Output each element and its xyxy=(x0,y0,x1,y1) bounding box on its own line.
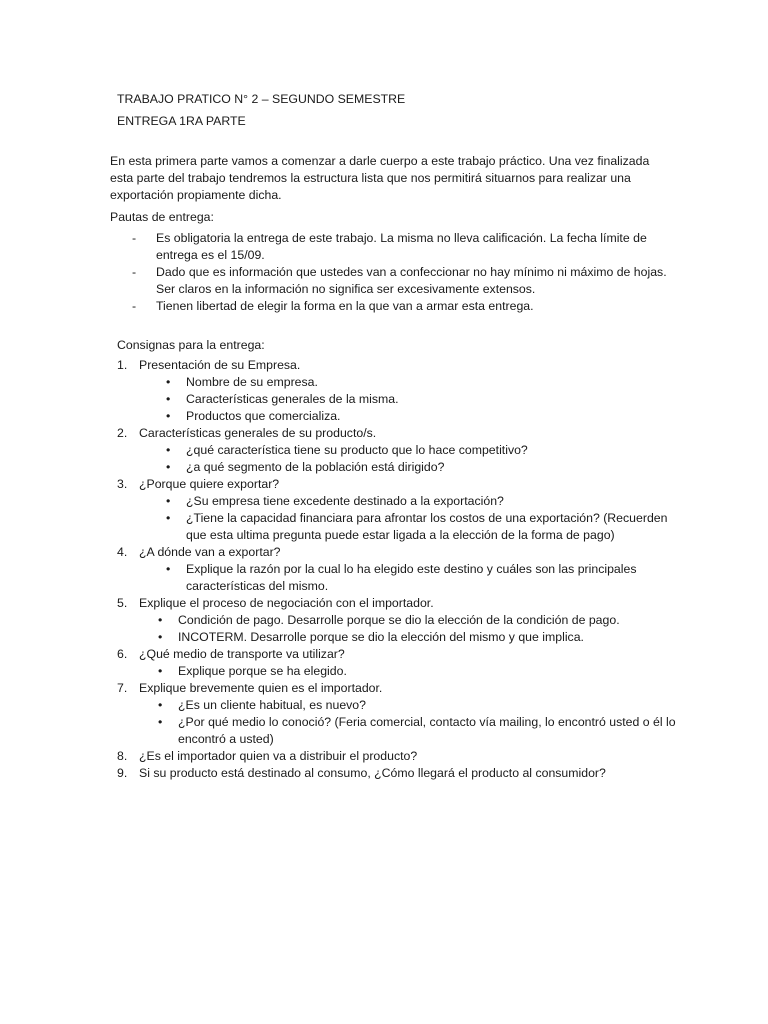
pauta-text: Tienen libertad de elegir la forma en la que van a armar esta entrega. xyxy=(156,299,534,313)
bullet-icon: • xyxy=(158,698,163,712)
sub-item xyxy=(117,374,677,391)
pauta-text: Es obligatoria la entrega de este trabajo. La misma no lleva calificación. La fecha límite de entrega es el 15/09. xyxy=(156,231,647,262)
item-number: 6. xyxy=(117,647,128,661)
item-text: Explique el proceso de negociación con el importador. xyxy=(139,596,434,610)
bullet-icon: • xyxy=(166,562,171,576)
consigna-item xyxy=(117,680,677,697)
pauta-item xyxy=(110,264,670,298)
item-number: 3. xyxy=(117,477,128,491)
pauta-item xyxy=(110,298,670,315)
document-title: TRABAJO PRATICO N° 2 – SEGUNDO SEMESTRE xyxy=(117,92,406,106)
item-text: Presentación de su Empresa. xyxy=(139,358,301,372)
intro-paragraph: En esta primera parte vamos a comenzar a darle cuerpo a este trabajo práctico. Una vez finalizada esta parte del trabajo tendremos la estructura lista que nos permitirá situarnos para realizar una exportación propiamente dicha. xyxy=(110,154,650,202)
dash-marker: - xyxy=(132,265,137,279)
consigna-item xyxy=(117,476,677,493)
dash-marker: - xyxy=(132,231,137,245)
bullet-icon: • xyxy=(166,375,171,389)
sub-item-text: ¿Por qué medio lo conoció? (Feria comercial, contacto vía mailing, lo encontró usted o él lo encontró a usted) xyxy=(178,715,676,746)
bullet-icon: • xyxy=(166,460,171,474)
sub-item-text: ¿Tiene la capacidad financiara para afrontar los costos de una exportación? (Recuerden que esta ultima pregunta puede estar ligada a la elección de la forma de pago) xyxy=(186,511,668,542)
sub-item xyxy=(117,459,677,476)
item-text: Si su producto está destinado al consumo, ¿Cómo llegará el producto al consumidor? xyxy=(139,766,606,780)
consigna-item xyxy=(117,765,677,782)
sub-item-text: ¿Su empresa tiene excedente destinado a la exportación? xyxy=(186,494,504,508)
bullet-icon: • xyxy=(158,715,163,729)
consigna-item xyxy=(117,357,677,374)
sub-item-text: ¿Es un cliente habitual, es nuevo? xyxy=(178,698,366,712)
sub-item xyxy=(117,612,677,629)
pauta-item xyxy=(110,230,670,264)
consigna-item xyxy=(117,425,677,442)
item-number: 7. xyxy=(117,681,128,695)
sub-item xyxy=(117,442,677,459)
item-number: 9. xyxy=(117,766,128,780)
item-text: ¿Es el importador quien va a distribuir el producto? xyxy=(139,749,418,763)
sub-item xyxy=(117,510,677,544)
sub-item xyxy=(117,629,677,646)
item-text: ¿A dónde van a exportar? xyxy=(139,545,281,559)
bullet-icon: • xyxy=(166,392,171,406)
item-number: 5. xyxy=(117,596,128,610)
sub-item-text: Nombre de su empresa. xyxy=(186,375,318,389)
sub-item-text: Características generales de la misma. xyxy=(186,392,399,406)
item-text: ¿Qué medio de transporte va utilizar? xyxy=(139,647,345,661)
bullet-icon: • xyxy=(166,443,171,457)
pauta-text: Dado que es información que ustedes van a confeccionar no hay mínimo ni máximo de hojas. Ser claros en la información no significa ser excesivamente extensos. xyxy=(156,265,667,296)
bullet-icon: • xyxy=(166,409,171,423)
consigna-item xyxy=(117,646,677,663)
dash-marker: - xyxy=(132,299,137,313)
document-subtitle: ENTREGA 1RA PARTE xyxy=(117,114,246,128)
sub-item xyxy=(117,391,677,408)
sub-item-text: Explique porque se ha elegido. xyxy=(178,664,347,678)
consigna-item xyxy=(117,544,677,561)
consigna-item xyxy=(117,748,677,765)
item-text: Explique brevemente quien es el importador. xyxy=(139,681,383,695)
sub-item xyxy=(117,697,677,714)
bullet-icon: • xyxy=(158,630,163,644)
consignas-list xyxy=(117,357,677,782)
sub-item-text: ¿a qué segmento de la población está dirigido? xyxy=(186,460,445,474)
sub-item xyxy=(117,561,677,595)
sub-item-text: Productos que comercializa. xyxy=(186,409,341,423)
item-text: ¿Porque quiere exportar? xyxy=(139,477,280,491)
sub-item xyxy=(117,493,677,510)
sub-item xyxy=(117,714,677,748)
bullet-icon: • xyxy=(158,613,163,627)
bullet-icon: • xyxy=(166,511,171,525)
sub-item-text: Condición de pago. Desarrolle porque se dio la elección de la condición de pago. xyxy=(178,613,620,627)
item-number: 4. xyxy=(117,545,128,559)
consigna-item xyxy=(117,595,677,612)
pautas-list xyxy=(110,230,670,315)
item-number: 2. xyxy=(117,426,128,440)
sub-item xyxy=(117,408,677,425)
item-number: 8. xyxy=(117,749,128,763)
sub-item-text: Explique la razón por la cual lo ha elegido este destino y cuáles son las principales características del mismo. xyxy=(186,562,637,593)
bullet-icon: • xyxy=(158,664,163,678)
item-text: Características generales de su producto/s. xyxy=(139,426,377,440)
item-number: 1. xyxy=(117,358,128,372)
consignas-heading: Consignas para la entrega: xyxy=(117,338,265,352)
sub-item-text: ¿qué característica tiene su producto que lo hace competitivo? xyxy=(186,443,528,457)
bullet-icon: • xyxy=(166,494,171,508)
sub-item-text: INCOTERM. Desarrolle porque se dio la elección del mismo y que implica. xyxy=(178,630,584,644)
sub-item xyxy=(117,663,677,680)
pautas-heading: Pautas de entrega: xyxy=(110,210,214,224)
